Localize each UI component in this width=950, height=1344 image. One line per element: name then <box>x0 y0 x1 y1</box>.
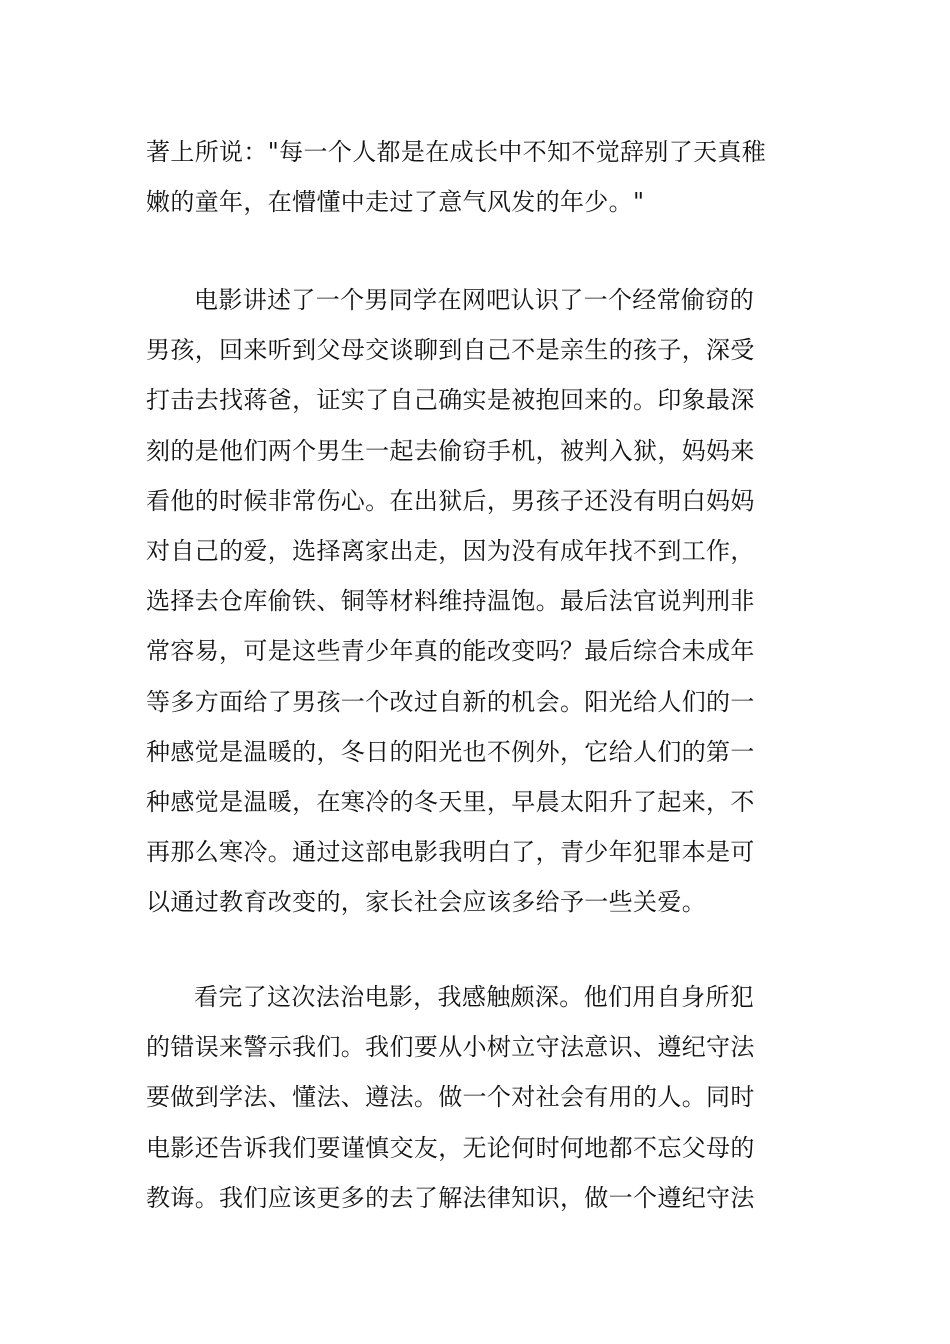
text-line: 电影还告诉我们要谨慎交友，无论何时何地都不忘父母的 <box>146 1133 755 1162</box>
paragraph-1 <box>146 127 806 227</box>
text-line: 看他的时候非常伤心。在出狱后，男孩子还没有明白妈妈 <box>146 486 755 515</box>
text-line: 种感觉是温暖，在寒冷的冬天里，早晨太阳升了起来，不 <box>146 788 755 817</box>
text-line: 再那么寒冷。通过这部电影我明白了，青少年犯罪本是可 <box>146 838 755 867</box>
text-line: 嫩的童年，在懵懂中走过了意气风发的年少。" <box>146 188 645 217</box>
text-line: 教诲。我们应该更多的去了解法律知识，做一个遵纪守法 <box>146 1183 755 1212</box>
text-line: 选择去仓库偷铁、铜等材料维持温饱。最后法官说判刑非 <box>146 587 755 616</box>
text-line: 男孩，回来听到父母交谈聊到自己不是亲生的孩子，深受 <box>146 336 755 365</box>
text-line: 打击去找蒋爸，证实了自己确实是被抱回来的。印象最深 <box>146 386 755 415</box>
text-line: 以通过教育改变的，家长社会应该多给予一些关爱。 <box>146 888 707 917</box>
text-line: 电影讲述了一个男同学在网吧认识了一个经常偷窃的 <box>194 286 755 314</box>
text-line: 对自己的爱，选择离家出走，因为没有成年找不到工作， <box>146 537 755 566</box>
paragraph-3 <box>146 972 806 1223</box>
text-line: 的错误来警示我们。我们要从小树立守法意识、遵纪守法 <box>146 1033 755 1062</box>
text-line: 刻的是他们两个男生一起去偷窃手机，被判入狱，妈妈来 <box>146 436 755 465</box>
paragraph-2 <box>146 275 806 928</box>
text-line: 种感觉是温暖的，冬日的阳光也不例外，它给人们的第一 <box>146 737 755 766</box>
text-line: 要做到学法、懂法、遵法。做一个对社会有用的人。同时 <box>146 1083 755 1112</box>
text-line: 等多方面给了男孩一个改过自新的机会。阳光给人们的一 <box>146 687 755 716</box>
text-line: 著上所说："每一个人都是在成长中不知不觉辞别了天真稚 <box>146 138 767 166</box>
text-line: 看完了这次法治电影，我感触颇深。他们用自身所犯 <box>194 983 755 1011</box>
text-line: 常容易，可是这些青少年真的能改变吗？最后综合未成年 <box>146 637 755 666</box>
